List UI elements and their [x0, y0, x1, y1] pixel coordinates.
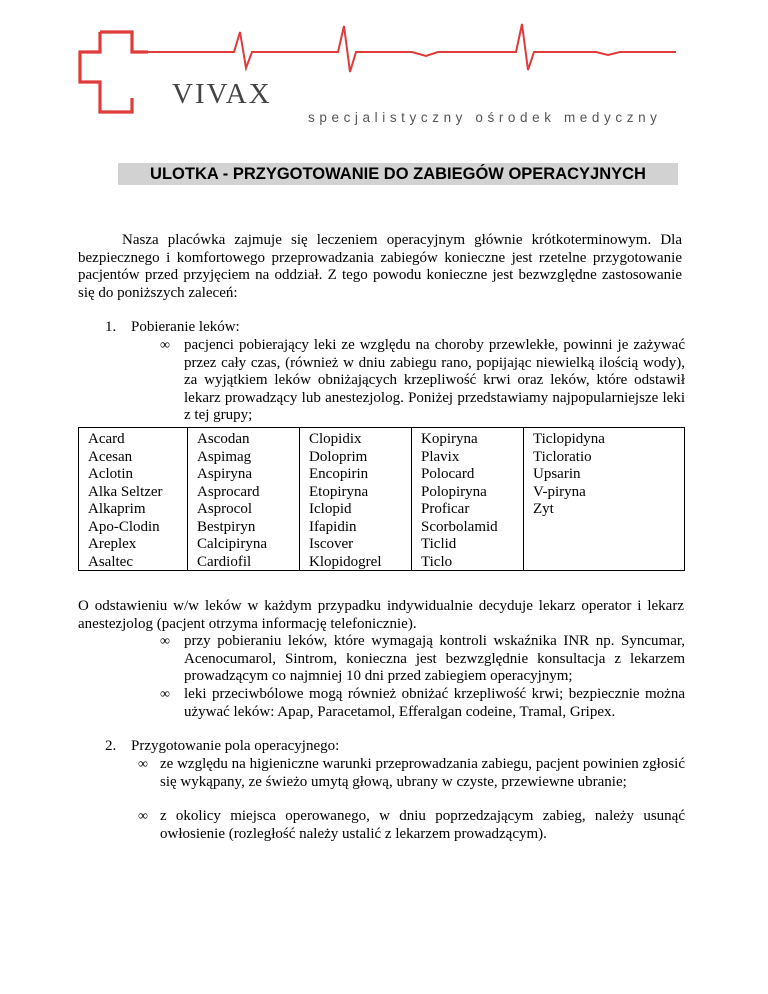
drug-item: Iscover	[309, 536, 354, 552]
drug-item: Areplex	[88, 536, 137, 552]
bullet-hair-removal: z okolicy miejsca operowanego, w dniu poprzedzającym zabieg, należy usunąć owłosienie (rozległość należy ustalić z lekarzem prowadzącym).	[160, 808, 685, 842]
bullet-painkillers: leki przeciwbólowe mogą również obniżać krzepliwość krwi; bezpiecznie można używać leków: Apap, Paracetamol, Efferalgan codeine, Tramal, Gripex.	[184, 686, 685, 720]
vivax-logo	[76, 22, 686, 125]
drug-item: Proficar	[421, 501, 470, 517]
drug-item: Alkaprim	[88, 501, 146, 517]
drug-item: Polocard	[421, 466, 475, 482]
drug-item: Polopiryna	[421, 483, 487, 500]
drug-column-5	[524, 428, 684, 570]
drug-item: Ticlid	[421, 536, 457, 552]
bullet-marker: ∞	[138, 757, 148, 772]
drug-item: Calcipiryna	[197, 536, 267, 552]
title-bar	[118, 163, 678, 185]
drug-item: Doloprim	[309, 448, 368, 465]
section-2-heading: Przygotowanie pola operacyjnego:	[131, 738, 340, 754]
drug-item: Ticloratio	[533, 448, 592, 465]
drug-item: Plavix	[421, 448, 460, 465]
drug-item: Ifapidin	[309, 518, 357, 535]
drug-item: Ascodan	[197, 431, 250, 447]
drug-item: Apo-Clodin	[88, 518, 160, 535]
logo-wordmark: VIVAX	[172, 78, 272, 110]
drug-column-3	[300, 428, 412, 570]
drug-item: Upsarin	[533, 466, 581, 482]
section-1-number: 1.	[105, 319, 117, 335]
drug-item: Encopirin	[309, 466, 369, 482]
bullet-marker: ∞	[160, 634, 170, 649]
drug-item: Acesan	[88, 448, 133, 465]
drug-item: Klopidogrel	[309, 553, 382, 570]
bullet-hygiene: ze względu na higieniczne warunki przeprowadzania zabiegu, pacjent powinien zgłosić się wykąpany, ze świeżo umytą głową, ubrany w czyste, przewiewne ubranie;	[160, 756, 685, 790]
bullet-marker: ∞	[160, 687, 170, 702]
drug-item: Zyt	[533, 501, 554, 517]
after-table-paragraph: O odstawieniu w/w leków w każdym przypadku indywidualnie decyduje lekarz operator i lekarz anestezjolog (pacjent otrzyma informację telefonicznie).	[78, 598, 684, 632]
drug-item: Scorbolamid	[421, 518, 498, 535]
bullet-marker: ∞	[138, 809, 148, 824]
bullet-marker: ∞	[160, 338, 170, 353]
drug-item: Acard	[88, 431, 125, 447]
drug-item: Asprocol	[197, 501, 252, 517]
bullet-inr: przy pobieraniu leków, które wymagają kontroli wskaźnika INR np. Syncumar, Acenocumarol, Sintrom, konieczna jest bezwzględnie konsultacja z lekarzem prowadzącym co najmniej 10 dni przed zabiegiem operacyjnym;	[184, 633, 685, 684]
drug-item: Bestpiryn	[197, 518, 256, 535]
intro-paragraph: Nasza placówka zajmuje się leczeniem operacyjnym głównie krótkoterminowym. Dla bezpiecznego i komfortowego przeprowadzania zabiegów konieczne jest rzetelne przygotowanie pacjentów przed przyjęciem na oddział. Z tego powodu konieczne jest bezwzględne zastosowanie się do poniższych zaleceń:	[78, 232, 682, 301]
drug-column-2	[188, 428, 300, 570]
section-1-heading: Pobieranie leków:	[131, 319, 240, 335]
section-2-number: 2.	[105, 738, 117, 754]
drug-item: Aspimag	[197, 448, 252, 465]
drug-item: Iclopid	[309, 501, 352, 517]
logo-subtitle: specjalistyczny ośrodek medyczny	[308, 110, 662, 125]
document-title: ULOTKA - PRZYGOTOWANIE DO ZABIEGÓW OPERACYJNYCH	[150, 165, 646, 183]
drug-item: Ticlo	[421, 553, 453, 570]
bullet-medications: pacjenci pobierający leki ze względu na choroby przewlekłe, powinni je zażywać przez cały czas, (również w dniu zabiegu rano, popijając niewielką ilością wody), za wyjątkiem leków obniżających krzepliwość krwi oraz leków, które odstawił lekarz prowadzący lub anestezjolog. Poniżej przedstawiamy najpopularniejsze leki z tej grupy;	[184, 337, 685, 423]
drug-item: Asaltec	[88, 553, 133, 570]
drug-item: Etopiryna	[309, 483, 369, 500]
drug-table	[78, 427, 685, 571]
drug-item: Asprocard	[197, 483, 260, 500]
drug-item: Alka Seltzer	[88, 483, 163, 500]
drug-item: Aspiryna	[197, 466, 252, 482]
drug-item: Aclotin	[88, 466, 133, 482]
cross-heartbeat-icon	[76, 22, 686, 122]
drug-item: Clopidix	[309, 431, 362, 447]
drug-item: V-piryna	[533, 483, 586, 500]
drug-column-1	[79, 428, 188, 570]
drug-item: Cardiofil	[197, 553, 252, 570]
drug-item: Kopiryna	[421, 431, 478, 447]
drug-column-4	[412, 428, 524, 570]
drug-item: Ticlopidyna	[533, 431, 605, 447]
